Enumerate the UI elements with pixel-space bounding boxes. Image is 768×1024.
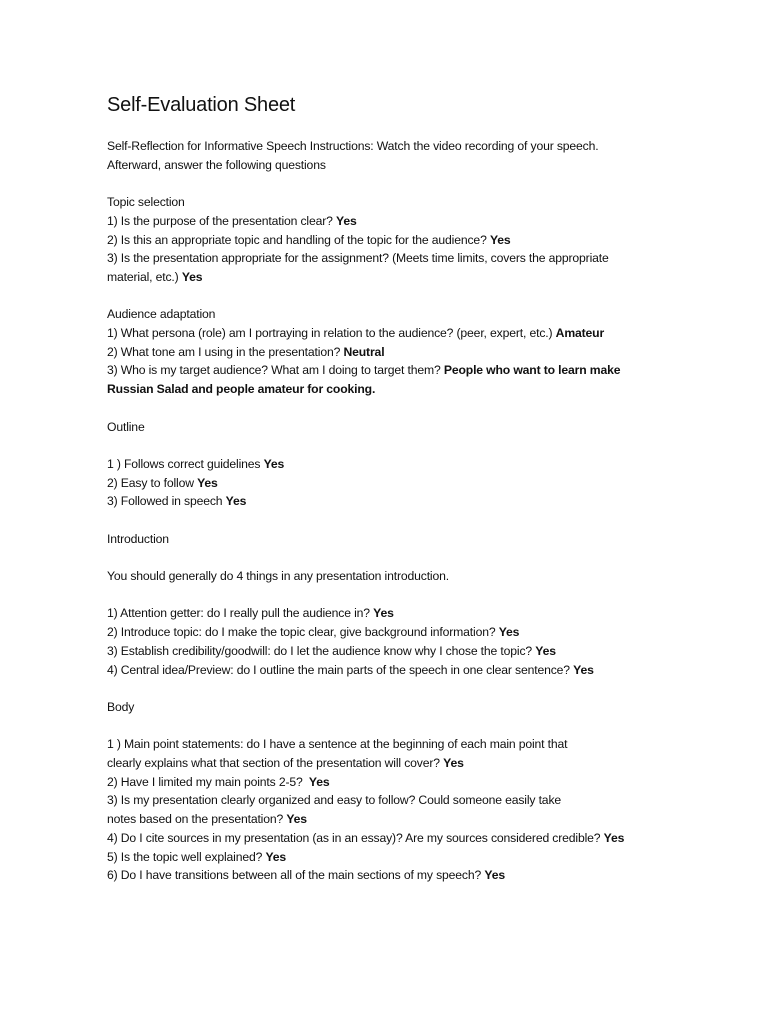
question-text: 2) Introduce topic: do I make the topic clear, give background information? [107, 625, 496, 640]
answer-text: Yes [443, 756, 464, 771]
spacer [107, 511, 707, 530]
answer-text: Amateur [555, 326, 605, 340]
question-text: 2) Easy to follow [107, 475, 194, 490]
answer-text: Neutral [343, 344, 385, 359]
answer-text: Yes [181, 269, 203, 284]
question-text: 1 ) Follows correct guidelines [107, 456, 261, 471]
question-text: 2) Is this an appropriate topic and handling of the topic for the audience? [107, 232, 487, 247]
answer-text: Yes [263, 456, 285, 471]
spacer [107, 548, 707, 567]
question-line [107, 848, 707, 867]
section-heading-introduction: Introduction [107, 531, 169, 546]
question-line [107, 773, 707, 792]
question-text: 3) Followed in speech [107, 494, 223, 509]
section-heading-body: Body [107, 699, 135, 714]
spacer [107, 174, 707, 193]
question-line [107, 623, 707, 642]
introduction-note: You should generally do 4 things in any presentation introduction. [107, 569, 449, 584]
answer-text: Yes [603, 830, 625, 845]
question-line [107, 455, 707, 474]
question-text: clearly explains what that section of the presentation will cover? [107, 756, 440, 771]
question-line [107, 661, 707, 680]
question-text: notes based on the presentation? [107, 812, 284, 827]
answer-text: People who want to learn make [443, 363, 621, 378]
spacer [107, 436, 707, 455]
section-heading-audience: Audience adaptation [107, 307, 216, 322]
answer-text: Yes [225, 494, 247, 509]
answer-text: Yes [336, 213, 357, 228]
question-line [107, 268, 707, 287]
question-line [107, 810, 707, 829]
question-text: 4) Do I cite sources in my presentation (as in an essay)? Are my sources considered credible? [107, 830, 601, 845]
question-text: 6) Do I have transitions between all of the main sections of my speech? [107, 868, 482, 883]
answer-text: Yes [197, 475, 218, 490]
question-text: 3) Who is my target audience? What am I doing to target them? [107, 363, 441, 378]
question-text: 3) Is the presentation appropriate for the assignment? (Meets time limits, covers the appropriate [107, 251, 609, 266]
question-text: 2) What tone am I using in the presentation? [107, 344, 341, 359]
question-line [107, 249, 707, 268]
spacer [107, 287, 707, 306]
question-text: 1) What persona (role) am I portraying in relation to the audience? (peer, expert, etc.) [107, 326, 553, 340]
answer-text: Yes [305, 774, 330, 789]
spacer [107, 679, 707, 698]
question-line [107, 754, 707, 773]
question-line [107, 324, 707, 343]
question-text: 1) Attention getter: do I really pull the audience in? [107, 606, 370, 621]
spacer [107, 399, 707, 418]
answer-text: Yes [535, 643, 556, 658]
answer-text: Yes [373, 606, 394, 621]
question-text: 1 ) Main point statements: do I have a sentence at the beginning of each main point that [107, 737, 568, 752]
question-line [107, 231, 707, 250]
question-text: 3) Is my presentation clearly organized and easy to follow? Could someone easily take [107, 793, 562, 808]
question-text: material, etc.) [107, 269, 179, 284]
question-line [107, 829, 707, 848]
question-line [107, 212, 707, 231]
question-line [107, 474, 707, 493]
answer-text: Yes [498, 625, 520, 640]
question-line [107, 361, 707, 380]
question-line [107, 642, 707, 661]
question-line [107, 380, 707, 399]
question-text: 5) Is the topic well explained? [107, 849, 263, 864]
question-text: 1) Is the purpose of the presentation clear? [107, 213, 333, 228]
spacer [107, 717, 707, 736]
instructions-line-1: Self-Reflection for Informative Speech Instructions: Watch the video recording of your speech. [107, 139, 599, 153]
answer-text: Yes [265, 849, 287, 864]
question-line [107, 791, 707, 810]
answer-text: Yes [286, 812, 307, 827]
page-title: Self-Evaluation Sheet [107, 94, 296, 116]
question-text: 3) Establish credibility/goodwill: do I let the audience know why I chose the topic? [107, 643, 533, 658]
question-line [107, 604, 707, 623]
answer-text: Yes [573, 662, 594, 677]
question-text: 2) Have I limited my main points 2-5? [107, 774, 303, 789]
question-line [107, 866, 707, 885]
section-heading-topic: Topic selection [107, 195, 185, 210]
spacer [107, 586, 707, 605]
answer-text: Russian Salad and people amateur for cooking. [107, 382, 376, 397]
question-line [107, 735, 707, 754]
section-heading-outline: Outline [107, 419, 145, 434]
instructions-line-2: Afterward, answer the following questions [107, 157, 326, 172]
question-line [107, 492, 707, 511]
document-page [107, 93, 707, 885]
answer-text: Yes [484, 868, 505, 883]
question-line [107, 343, 707, 362]
question-text: 4) Central idea/Preview: do I outline the main parts of the speech in one clear sentence? [107, 662, 570, 677]
answer-text: Yes [489, 232, 511, 247]
